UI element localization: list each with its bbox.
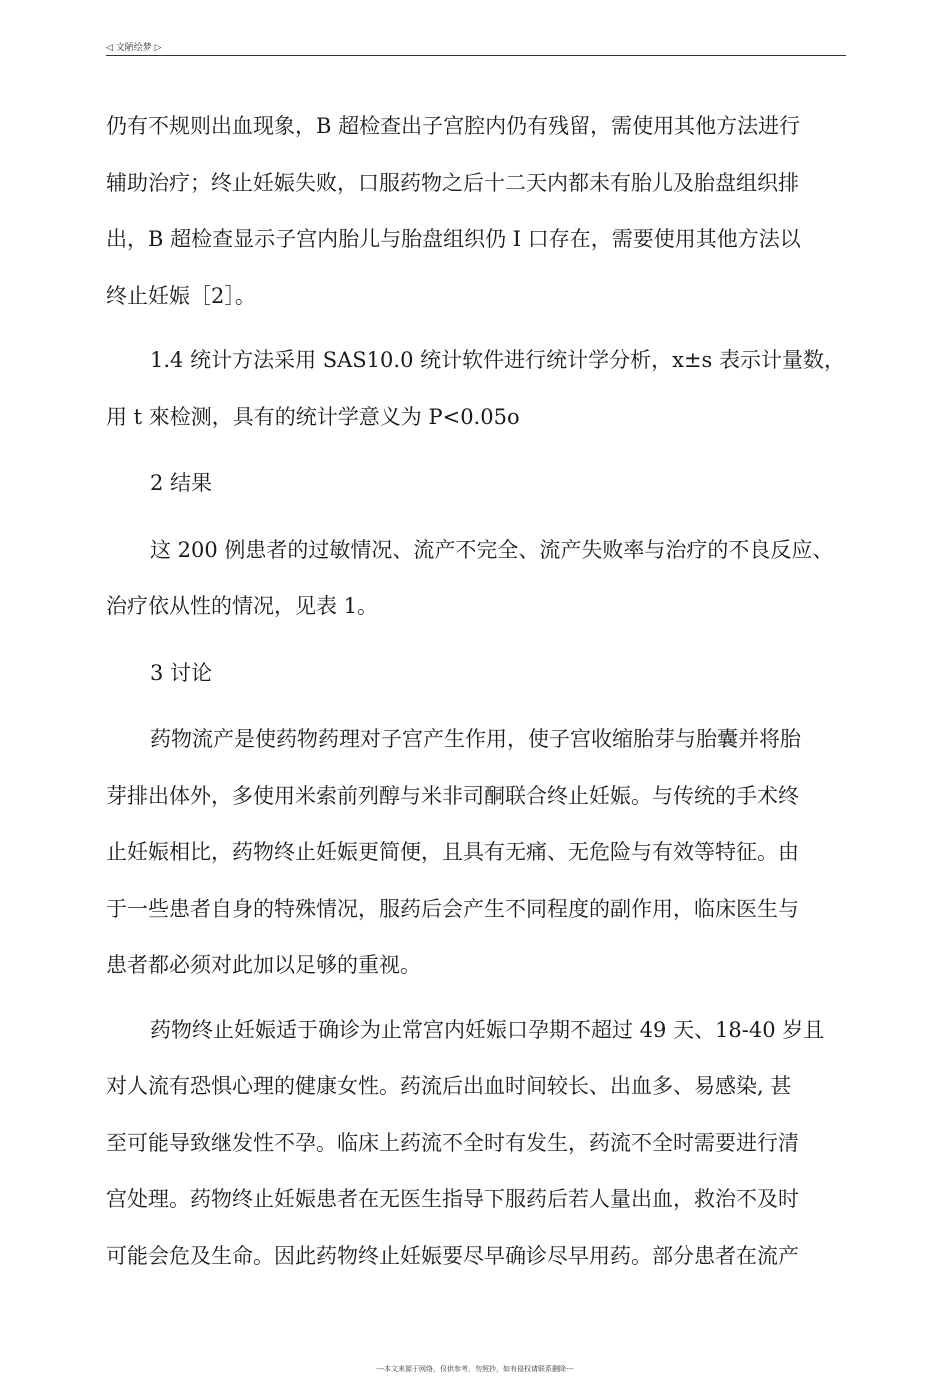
paragraph-results — [106, 522, 858, 635]
text-line: 药物流产是使药物药理对子宫产生作用，使子宫收缩胎芽与胎囊并将胎 — [150, 727, 801, 751]
text-line: 对人流有恐惧心理的健康女性。药流后出血时间较长、出血多、易感染, 甚 — [106, 1074, 792, 1098]
text-line: 患者都必须对此加以足够的重视。 — [106, 953, 421, 977]
text-line: 出，B 超检查显示子宫内胎儿与胎盘组织仍 I 口存在，需要使用其他方法以 — [106, 227, 801, 251]
page-header — [106, 38, 846, 56]
text-line: 仍有不规则出血现象，B 超检查出子宫腔内仍有残留，需使用其他方法进行 — [106, 114, 801, 138]
page-footer: ---本文来源于网络，仅供参考，勿照抄，如有侵权请联系删除--- — [376, 1365, 574, 1373]
section-heading-results — [106, 455, 858, 512]
text-line: 止妊娠相比，药物终止妊娠更简便，且具有无痛、无危险与有效等特征。由 — [106, 840, 799, 864]
text-line: 可能会危及生命。因此药物终止妊娠要尽早确诊尽早用药。部分患者在流产 — [106, 1243, 799, 1268]
text-line: 于一些患者自身的特殊情况，服药后会产生不同程度的副作用，临床医生与 — [106, 896, 799, 921]
text-line: 用 t 來检测，具有的统计学意义为 P<0.05o — [106, 404, 520, 429]
text-line: 药物终止妊娠适于确诊为止常宫内妊娠口孕期不超过 49 天、18-40 岁且 — [150, 1017, 825, 1042]
text-line: 终止妊娠［2］。 — [106, 283, 256, 308]
text-line: 至可能导致继发性不孕。临床上药流不全时有发生，药流不全时需要进行清 — [106, 1130, 799, 1155]
paragraph-discussion-1 — [106, 711, 858, 994]
paragraph-statistics — [106, 332, 858, 445]
text-line: 辅助治疗；终止妊娠失败，口服药物之后十二天内都未有胎儿及胎盘组织排 — [106, 170, 799, 195]
paragraph-methods-end — [106, 98, 858, 324]
text-line: 芽排出体外，多使用米索前列醇与米非司酮联合终止妊娠。与传统的手术终 — [106, 783, 799, 808]
section-heading-discussion — [106, 645, 858, 702]
text-line: 1.4 统计方法采用 SAS10.0 统计软件进行统计学分析，x±s 表示计量数， — [150, 348, 846, 372]
header-logo: ◁ 文陋绘梦 ▷ — [106, 43, 162, 53]
document-body — [106, 98, 858, 1284]
paragraph-discussion-2 — [106, 1002, 858, 1285]
text-line: 治疗依从性的情况，见表 1。 — [106, 594, 379, 618]
text-line: 宫处理。药物终止妊娠患者在无医生指导下服药后若人量出血，救治不及时 — [106, 1187, 799, 1211]
heading-text: 2 结果 — [150, 471, 213, 495]
heading-text: 3 讨论 — [150, 660, 213, 685]
text-line: 这 200 例患者的过敏情况、流产不完全、流产失败率与治疗的不良反应、 — [150, 537, 834, 562]
